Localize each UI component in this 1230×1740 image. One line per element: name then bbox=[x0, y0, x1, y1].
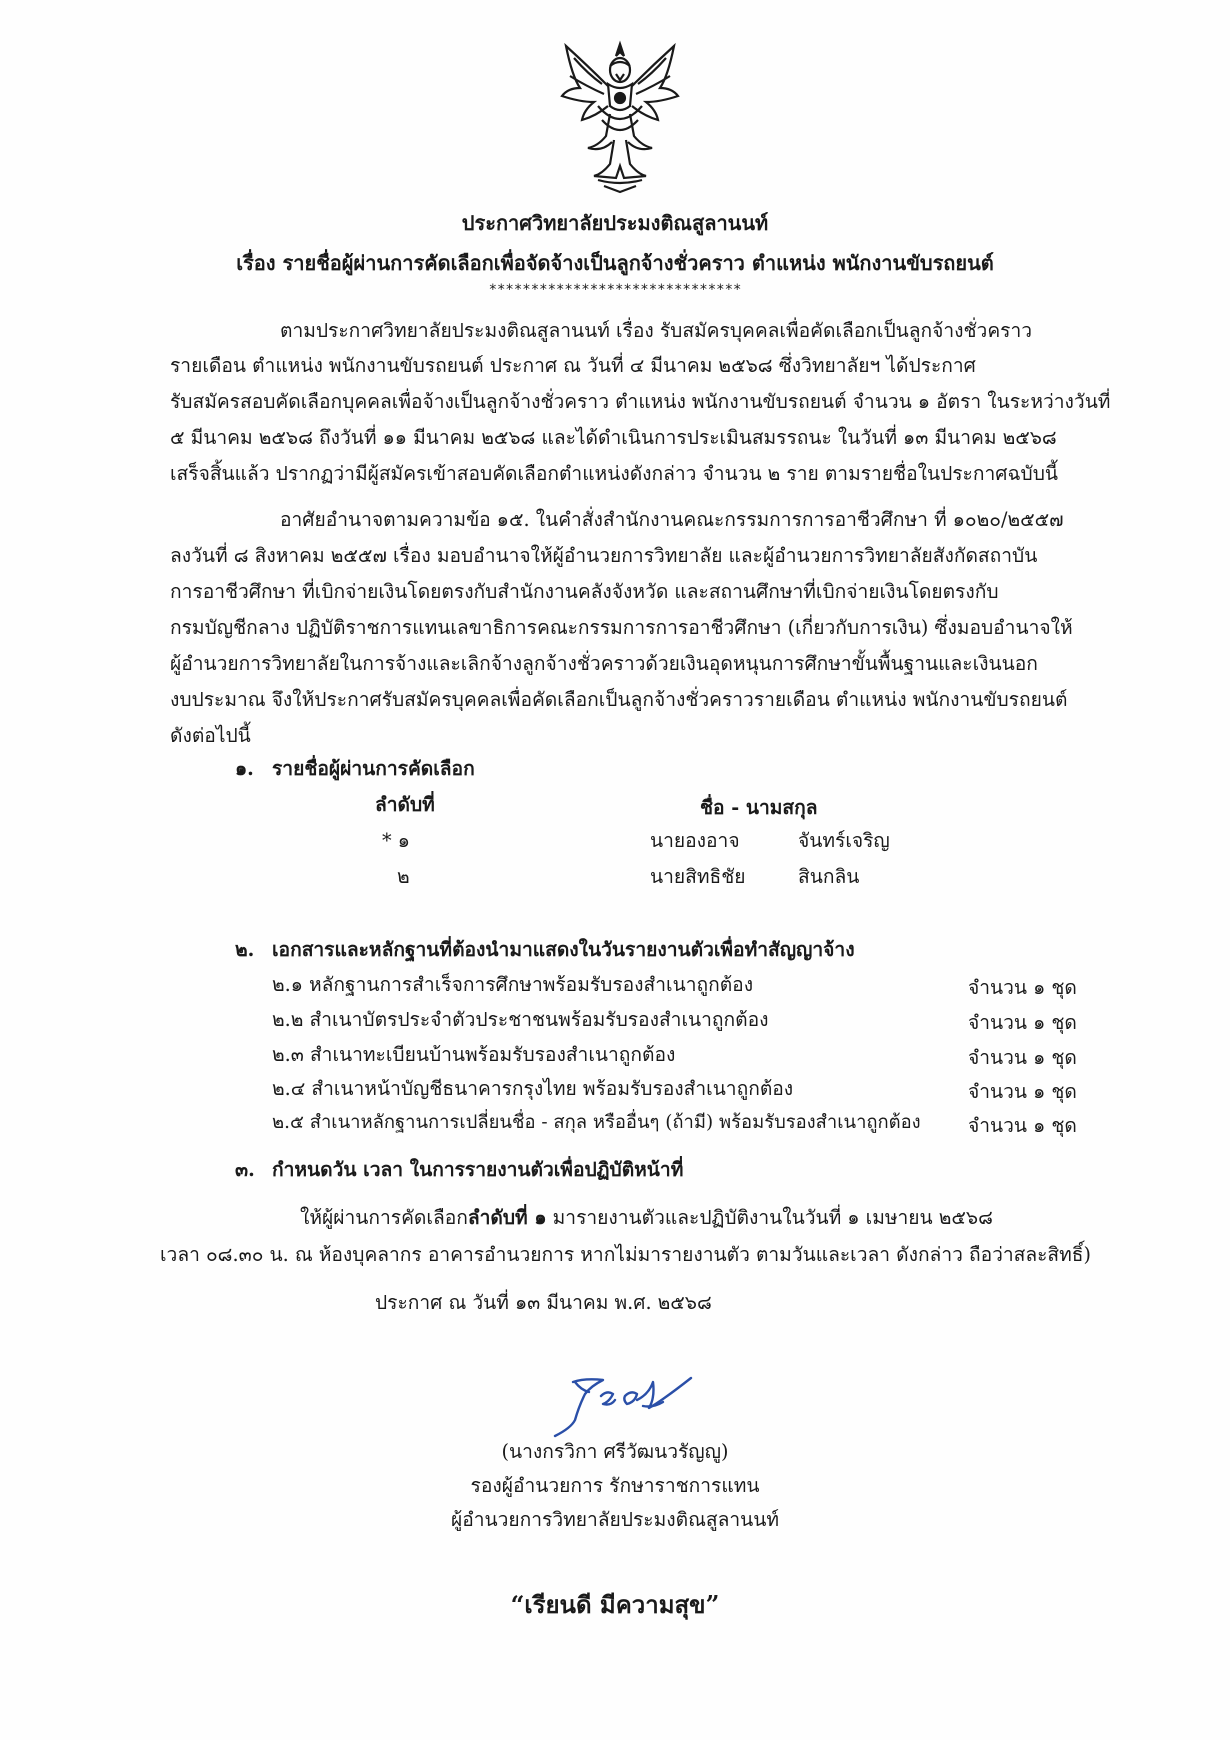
row2-order: ๒ bbox=[397, 865, 410, 888]
para2-line7: ดังต่อไปนี้ bbox=[170, 724, 251, 747]
para2-line6: งบประมาณ จึงให้ประกาศรับสมัครบุคคลเพื่อคัดเลือกเป็นลูกจ้างชั่วคราวรายเดือน ตำแหน่ง พนักงานขับรถยนต์ bbox=[170, 688, 1068, 711]
garuda-emblem-icon bbox=[558, 36, 682, 194]
separator-stars: ****************************** bbox=[488, 282, 742, 298]
signatory-title: รองผู้อำนวยการ รักษาราชการแทน bbox=[470, 1474, 760, 1497]
report-instruction-line1 bbox=[300, 1203, 993, 1233]
para2-line1: อาศัยอำนาจตามความข้อ ๑๕. ในคำสั่งสำนักงานคณะกรรมการการอาชีวศึกษา ที่ ๑๐๒๐/๒๕๕๗ bbox=[280, 508, 1064, 531]
row1-last-name: จันทร์เจริญ bbox=[798, 829, 890, 852]
doc-item-1-qty: จำนวน ๑ ชุด bbox=[968, 976, 1077, 999]
row2-first-name: นายสิทธิชัย bbox=[650, 865, 746, 888]
doc-item-2-label: ๒.๒ สำเนาบัตรประจำตัวประชาชนพร้อมรับรองสำเนาถูกต้อง bbox=[272, 1008, 769, 1031]
signatory-name: (นางกรวิกา ศรีวัฒนวรัญญู) bbox=[501, 1440, 729, 1463]
announce-date: ประกาศ ณ วันที่ ๑๓ มีนาคม พ.ศ. ๒๕๖๘ bbox=[375, 1291, 712, 1314]
report-instruction-order: ลำดับที่ ๑ bbox=[467, 1206, 547, 1229]
section1-number: ๑. bbox=[235, 757, 254, 780]
announcement-subject: เรื่อง รายชื่อผู้ผ่านการคัดเลือกเพื่อจัดจ้างเป็นลูกจ้างชั่วคราว ตำแหน่ง พนักงานขับรถยนต์ bbox=[236, 251, 994, 275]
para2-line5: ผู้อำนวยการวิทยาลัยในการจ้างและเลิกจ้างลูกจ้างชั่วคราวด้วยเงินอุดหนุนการศึกษาขั้นพื้นฐานและเงินนอก bbox=[170, 652, 1038, 675]
doc-item-3-qty: จำนวน ๑ ชุด bbox=[968, 1046, 1077, 1069]
section2-number: ๒. bbox=[235, 938, 255, 961]
para1-line5: เสร็จสิ้นแล้ว ปรากฏว่ามีผู้สมัครเข้าสอบคัดเลือกตำแหน่งดังกล่าว จำนวน ๒ ราย ตามรายชื่อในประกาศฉบับนี้ bbox=[170, 462, 1058, 485]
announcement-title: ประกาศวิทยาลัยประมงติณสูลานนท์ bbox=[461, 211, 769, 235]
doc-item-2-qty: จำนวน ๑ ชุด bbox=[968, 1011, 1077, 1034]
row1-order: * ๑ bbox=[382, 829, 410, 852]
para1-line4: ๕ มีนาคม ๒๕๖๘ ถึงวันที่ ๑๑ มีนาคม ๒๕๖๘ และได้ดำเนินการประเมินสมรรถนะ ในวันที่ ๑๓ มีนาคม ๒๕๖๘ bbox=[170, 426, 1057, 449]
doc-item-4-qty: จำนวน ๑ ชุด bbox=[968, 1080, 1077, 1103]
section1-heading: รายชื่อผู้ผ่านการคัดเลือก bbox=[272, 757, 475, 780]
para1-line1: ตามประกาศวิทยาลัยประมงติณสูลานนท์ เรื่อง รับสมัครบุคคลเพื่อคัดเลือกเป็นลูกจ้างชั่วคราว bbox=[280, 319, 1033, 342]
row1-first-name: นายองอาจ bbox=[650, 829, 740, 852]
section3-heading: กำหนดวัน เวลา ในการรายงานตัวเพื่อปฏิบัติหน้าที่ bbox=[272, 1158, 684, 1181]
report-instruction-line2: เวลา ๐๘.๓๐ น. ณ ห้องบุคลากร อาคารอำนวยการ หากไม่มารายงานตัว ตามวันและเวลา ดังกล่าว ถือว่าสละสิทธิ์) bbox=[160, 1243, 1091, 1266]
doc-item-3-label: ๒.๓ สำเนาทะเบียนบ้านพร้อมรับรองสำเนาถูกต้อง bbox=[272, 1043, 676, 1066]
report-instruction-post: มารายงานตัวและปฏิบัติงานในวันที่ ๑ เมษายน ๒๕๖๘ bbox=[546, 1206, 993, 1229]
para2-line2: ลงวันที่ ๘ สิงหาคม ๒๕๕๗ เรื่อง มอบอำนาจให้ผู้อำนวยการวิทยาลัย และผู้อำนวยการวิทยาลัยสังกัดสถาบัน bbox=[170, 544, 1038, 567]
handwritten-signature-icon bbox=[545, 1360, 705, 1440]
para1-line3: รับสมัครสอบคัดเลือกบุคคลเพื่อจ้างเป็นลูกจ้างชั่วคราว ตำแหน่ง พนักงานขับรถยนต์ จำนวน ๑ อัตรา ในระหว่างวันที่ bbox=[170, 390, 1111, 413]
section3-number: ๓. bbox=[235, 1158, 255, 1181]
row2-last-name: สินกลิน bbox=[798, 865, 860, 888]
col-order-header: ลำดับที่ bbox=[375, 793, 435, 816]
col-name-header: ชื่อ - นามสกุล bbox=[700, 796, 818, 819]
doc-item-5-label: ๒.๕ สำเนาหลักฐานการเปลี่ยนชื่อ - สกุล หรืออื่นๆ (ถ้ามี) พร้อมรับรองสำเนาถูกต้อง bbox=[272, 1112, 921, 1133]
section2-heading: เอกสารและหลักฐานที่ต้องนำมาแสดงในวันรายงานตัวเพื่อทำสัญญาจ้าง bbox=[272, 938, 855, 961]
doc-item-4-label: ๒.๔ สำเนาหน้าบัญชีธนาคารกรุงไทย พร้อมรับรองสำเนาถูกต้อง bbox=[272, 1077, 794, 1100]
signatory-organization: ผู้อำนวยการวิทยาลัยประมงติณสูลานนท์ bbox=[450, 1508, 779, 1531]
college-motto: “เรียนดี มีความสุข” bbox=[510, 1590, 720, 1619]
para2-line4: กรมบัญชีกลาง ปฏิบัติราชการแทนเลขาธิการคณะกรรมการการอาชีวศึกษา (เกี่ยวกับการเงิน) ซึ่งมอบอำนาจให้ bbox=[170, 616, 1073, 639]
doc-item-1-label: ๒.๑ หลักฐานการสำเร็จการศึกษาพร้อมรับรองสำเนาถูกต้อง bbox=[272, 973, 754, 996]
report-instruction-pre: ให้ผู้ผ่านการคัดเลือก bbox=[300, 1206, 468, 1229]
para2-line3: การอาชีวศึกษา ที่เบิกจ่ายเงินโดยตรงกับสำนักงานคลังจังหวัด และสถานศึกษาที่เบิกจ่ายเงินโดยตรงกับ bbox=[170, 580, 999, 603]
para1-line2: รายเดือน ตำแหน่ง พนักงานขับรถยนต์ ประกาศ ณ วันที่ ๔ มีนาคม ๒๕๖๘ ซึ่งวิทยาลัยฯ ได้ประกาศ bbox=[170, 354, 976, 377]
doc-item-5-qty: จำนวน ๑ ชุด bbox=[968, 1114, 1077, 1137]
